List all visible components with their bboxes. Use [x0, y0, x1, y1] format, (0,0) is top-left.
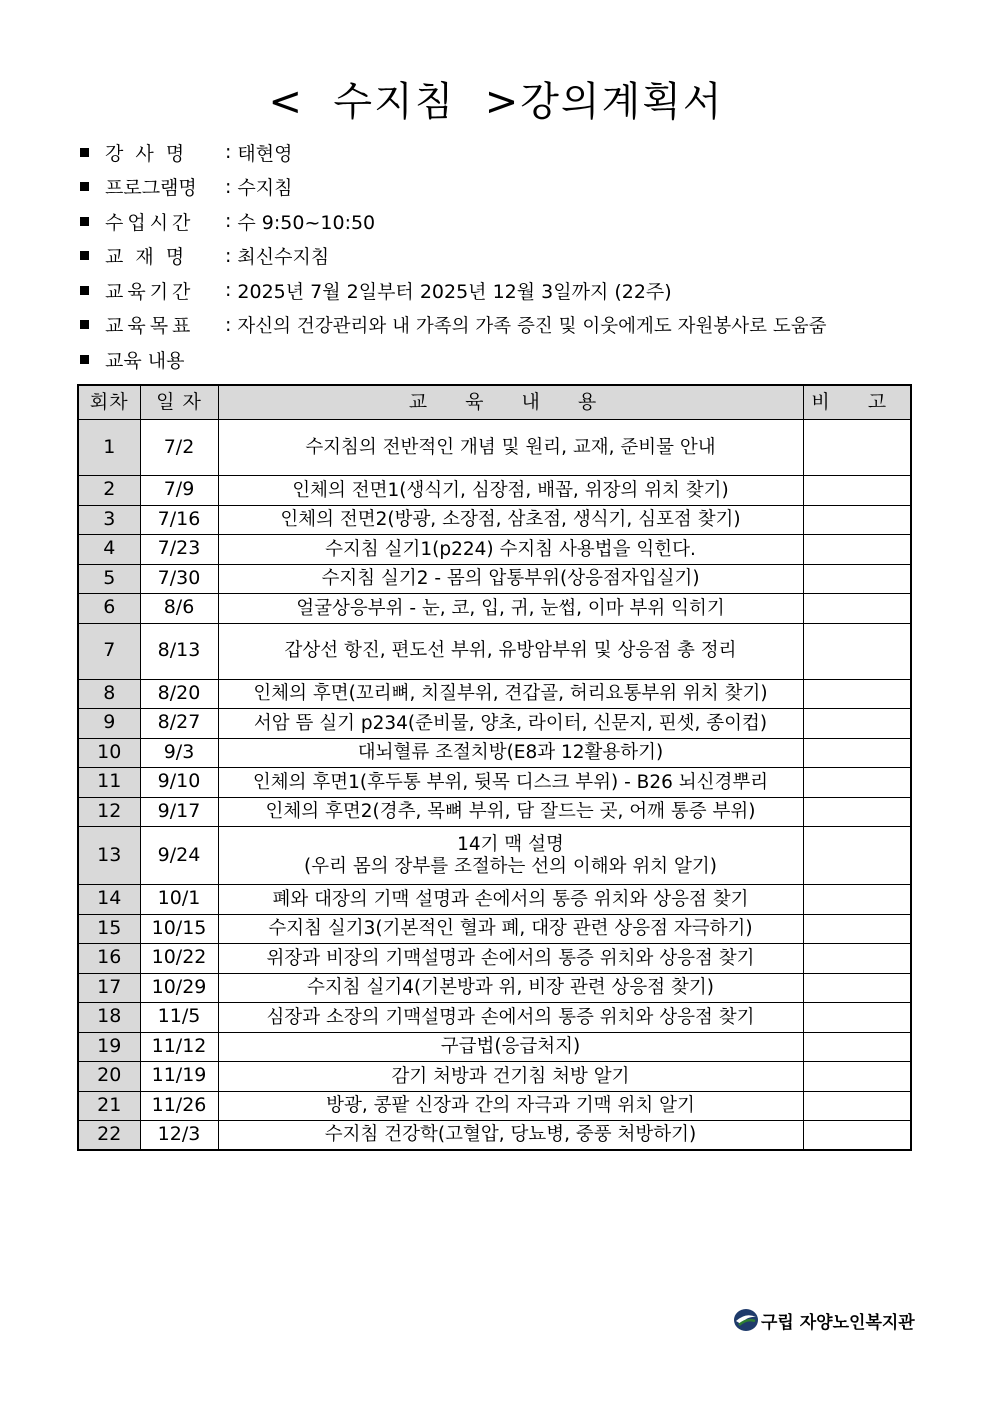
bullet-icon — [80, 251, 89, 260]
info-colon: : — [225, 244, 232, 267]
header-session: 회차 — [78, 385, 140, 420]
table-row — [78, 885, 911, 915]
info-textbook — [80, 239, 920, 274]
content-cell: 인체의 전면2(방광, 소장점, 삼초점, 생식기, 심포점 찾기) — [218, 505, 803, 535]
info-label: 교 재 명 — [105, 246, 185, 269]
session-cell: 2 — [78, 476, 140, 506]
info-class-time — [80, 204, 920, 239]
table-row — [78, 594, 911, 624]
content-cell: 방광, 콩팥 신장과 간의 자극과 기맥 위치 알기 — [218, 1091, 803, 1121]
header-date: 일 자 — [140, 385, 218, 420]
table-row — [78, 623, 911, 679]
info-label: 수업시간 — [105, 211, 195, 234]
session-cell: 5 — [78, 564, 140, 594]
date-cell: 8/13 — [140, 623, 218, 679]
bullet-icon — [80, 286, 89, 295]
session-cell: 15 — [78, 914, 140, 944]
date-cell: 12/3 — [140, 1121, 218, 1151]
date-cell: 8/20 — [140, 679, 218, 709]
info-label: 강 사 명 — [105, 142, 185, 165]
session-cell: 7 — [78, 623, 140, 679]
date-cell: 9/3 — [140, 738, 218, 768]
content-cell: 서암 뜸 실기 p234(준비물, 양초, 라이터, 신문지, 핀셋, 종이컵) — [218, 709, 803, 739]
content-cell: 수지침 실기1(p224) 수지침 사용법을 익힌다. — [218, 535, 803, 565]
note-cell — [803, 505, 911, 535]
session-cell: 20 — [78, 1062, 140, 1092]
content-cell: 인체의 후면1(후두통 부위, 뒷목 디스크 부위) - B26 뇌신경뿌리 — [218, 768, 803, 798]
date-cell: 7/23 — [140, 535, 218, 565]
note-cell — [803, 564, 911, 594]
date-cell: 10/29 — [140, 973, 218, 1003]
info-value: 태현영 — [237, 142, 293, 165]
content-cell: 인체의 후면2(경추, 목뼈 부위, 담 잘드는 곳, 어깨 통증 부위) — [218, 797, 803, 827]
date-cell: 7/16 — [140, 505, 218, 535]
date-cell: 7/9 — [140, 476, 218, 506]
content-cell: 수지침의 전반적인 개념 및 원리, 교재, 준비물 안내 — [218, 420, 803, 476]
date-cell: 11/5 — [140, 1003, 218, 1033]
note-cell — [803, 827, 911, 885]
table-row — [78, 420, 911, 476]
info-value: 최신수지침 — [237, 246, 330, 269]
info-colon: : — [225, 141, 232, 164]
logo-icon — [733, 1308, 759, 1332]
table-row — [78, 564, 911, 594]
bullet-icon — [80, 320, 89, 329]
session-cell: 4 — [78, 535, 140, 565]
table-row — [78, 1003, 911, 1033]
content-cell: 폐와 대장의 기맥 설명과 손에서의 통증 위치와 상응점 찾기 — [218, 885, 803, 915]
content-cell: 위장과 비장의 기맥설명과 손에서의 통증 위치와 상응점 찾기 — [218, 944, 803, 974]
session-cell: 19 — [78, 1032, 140, 1062]
header-note: 비 고 — [803, 385, 911, 420]
info-list — [80, 135, 920, 377]
info-colon: : — [225, 210, 232, 233]
date-cell: 7/2 — [140, 420, 218, 476]
info-goal — [80, 308, 920, 343]
note-cell — [803, 1003, 911, 1033]
content-cell: 수지침 실기4(기본방과 위, 비장 관련 상응점 찾기) — [218, 973, 803, 1003]
info-instructor — [80, 135, 920, 170]
table-row — [78, 709, 911, 739]
session-cell: 10 — [78, 738, 140, 768]
table-row — [78, 535, 911, 565]
info-value: 수지침 — [237, 177, 293, 200]
table-row — [78, 476, 911, 506]
content-cell: 얼굴상응부위 - 눈, 코, 입, 귀, 눈썹, 이마 부위 익히기 — [218, 594, 803, 624]
note-cell — [803, 420, 911, 476]
date-cell: 10/1 — [140, 885, 218, 915]
session-cell: 12 — [78, 797, 140, 827]
table-row — [78, 1091, 911, 1121]
session-cell: 18 — [78, 1003, 140, 1033]
content-cell: 수지침 실기3(기본적인 혈과 폐, 대장 관련 상응점 자극하기) — [218, 914, 803, 944]
table-row — [78, 1032, 911, 1062]
note-cell — [803, 885, 911, 915]
note-cell — [803, 973, 911, 1003]
table-row — [78, 505, 911, 535]
table-body — [78, 420, 911, 1151]
note-cell — [803, 476, 911, 506]
content-cell: 인체의 전면1(생식기, 심장점, 배꼽, 위장의 위치 찾기) — [218, 476, 803, 506]
header-content: 교 육 내 용 — [218, 385, 803, 420]
table-row — [78, 1062, 911, 1092]
table-row — [78, 797, 911, 827]
content-cell: 심장과 소장의 기맥설명과 손에서의 통증 위치와 상응점 찾기 — [218, 1003, 803, 1033]
content-cell: 구급법(응급처지) — [218, 1032, 803, 1062]
content-cell: 인체의 후면(꼬리뼈, 치질부위, 견갑골, 허리요통부위 위치 찾기) — [218, 679, 803, 709]
session-cell: 13 — [78, 827, 140, 885]
bullet-icon — [80, 148, 89, 157]
session-cell: 21 — [78, 1091, 140, 1121]
date-cell: 8/6 — [140, 594, 218, 624]
note-cell — [803, 738, 911, 768]
content-cell: 14기 맥 설명 (우리 몸의 장부를 조절하는 선의 이해와 위치 알기) — [218, 827, 803, 885]
info-label: 교육 내용 — [105, 349, 185, 372]
note-cell — [803, 1032, 911, 1062]
session-cell: 8 — [78, 679, 140, 709]
logo-text: 구립 자양노인복지관 — [761, 1312, 915, 1333]
org-logo — [733, 1306, 915, 1334]
content-cell: 감기 처방과 건기침 처방 알기 — [218, 1062, 803, 1092]
session-cell: 1 — [78, 420, 140, 476]
table-row — [78, 944, 911, 974]
session-cell: 9 — [78, 709, 140, 739]
info-value: 자신의 건강관리와 내 가족의 가족 증진 및 이웃에게도 자원봉사로 도움줌 — [237, 315, 827, 337]
info-label: 교육기간 — [105, 280, 195, 303]
info-content-heading — [80, 342, 920, 377]
note-cell — [803, 914, 911, 944]
table-row — [78, 768, 911, 798]
table-row — [78, 738, 911, 768]
session-cell: 11 — [78, 768, 140, 798]
session-cell: 22 — [78, 1121, 140, 1151]
bullet-icon — [80, 355, 89, 364]
content-cell: 수지침 건강학(고혈압, 당뇨병, 중풍 처방하기) — [218, 1121, 803, 1151]
table-header-row — [78, 385, 911, 420]
info-value: 2025년 7월 2일부터 2025년 12월 3일까지 (22주) — [237, 280, 672, 303]
table-row — [78, 827, 911, 885]
note-cell — [803, 797, 911, 827]
info-label: 프로그램명 — [105, 177, 197, 200]
date-cell: 8/27 — [140, 709, 218, 739]
note-cell — [803, 1091, 911, 1121]
note-cell — [803, 709, 911, 739]
session-cell: 6 — [78, 594, 140, 624]
note-cell — [803, 1121, 911, 1151]
date-cell: 9/24 — [140, 827, 218, 885]
session-cell: 14 — [78, 885, 140, 915]
table-row — [78, 973, 911, 1003]
date-cell: 7/30 — [140, 564, 218, 594]
content-cell: 갑상선 항진, 편도선 부위, 유방암부위 및 상응점 총 정리 — [218, 623, 803, 679]
content-cell: 대뇌혈류 조절치방(E8과 12활용하기) — [218, 738, 803, 768]
date-cell: 11/19 — [140, 1062, 218, 1092]
info-period — [80, 273, 920, 308]
date-cell: 10/22 — [140, 944, 218, 974]
bullet-icon — [80, 182, 89, 191]
info-value: 수 9:50~10:50 — [237, 211, 376, 234]
note-cell — [803, 768, 911, 798]
info-label: 교육목표 — [105, 315, 195, 338]
info-colon: : — [225, 279, 232, 302]
session-cell: 3 — [78, 505, 140, 535]
table-row — [78, 914, 911, 944]
note-cell — [803, 679, 911, 709]
date-cell: 9/10 — [140, 768, 218, 798]
date-cell: 11/26 — [140, 1091, 218, 1121]
lesson-plan-table — [77, 384, 912, 1151]
date-cell: 11/12 — [140, 1032, 218, 1062]
table-row — [78, 1121, 911, 1151]
info-colon: : — [225, 313, 232, 336]
session-cell: 17 — [78, 973, 140, 1003]
note-cell — [803, 1062, 911, 1092]
note-cell — [803, 594, 911, 624]
content-cell: 수지침 실기2 - 몸의 압통부위(상응점자입실기) — [218, 564, 803, 594]
note-cell — [803, 535, 911, 565]
note-cell — [803, 623, 911, 679]
session-cell: 16 — [78, 944, 140, 974]
info-program — [80, 170, 920, 205]
date-cell: 10/15 — [140, 914, 218, 944]
page-title: < 수지침 >강의계획서 — [268, 79, 724, 125]
table-row — [78, 679, 911, 709]
info-colon: : — [225, 175, 232, 198]
date-cell: 9/17 — [140, 797, 218, 827]
note-cell — [803, 944, 911, 974]
bullet-icon — [80, 217, 89, 226]
